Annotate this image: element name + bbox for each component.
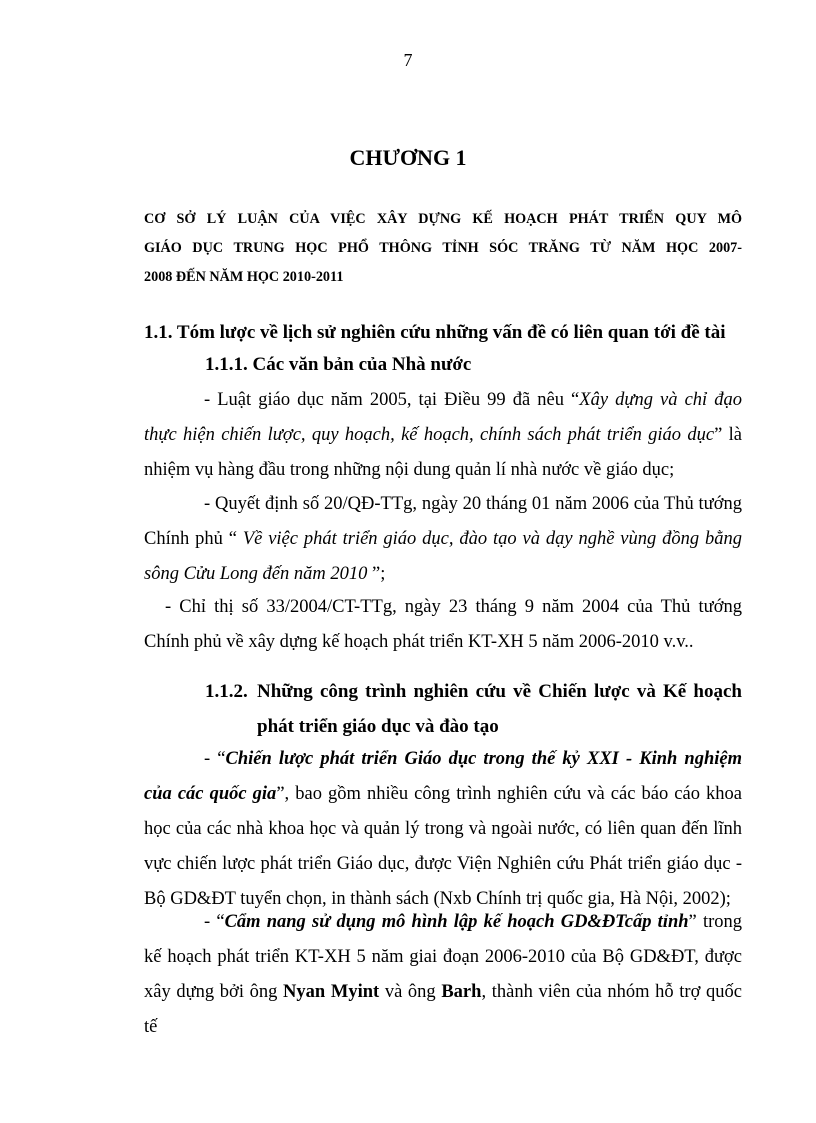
paragraph-book-title: Chiến lược phát triển Giáo dục trong thế kỷ XXI - Kinh nghiệm của các quốc gia <box>144 749 742 804</box>
paragraph-mid-2: và ông <box>379 982 442 1002</box>
paragraph-book-title: Cẩm nang sử dụng mô hình lập kế hoạch GD&ĐTcấp tỉnh <box>224 912 689 932</box>
paragraph-cam-nang <box>144 905 742 1045</box>
section-heading-line-1: Những công trình nghiên cứu về Chiến lược và Kế hoạch <box>257 681 742 702</box>
paragraph-tail: ” là nhiệm vụ hàng đầu trong những nội dung quản lí nhà nước về giáo dục; <box>144 425 743 480</box>
person-name-1: Nyan Myint <box>283 982 380 1002</box>
person-name-2: Barh <box>441 982 482 1002</box>
paragraph-lead: - Luật giáo dục năm 2005, tại Điều 99 đã nêu “ <box>204 390 580 410</box>
paragraph-chien-luoc <box>144 742 742 917</box>
section-heading-line-2: phát triển giáo dục và đào tạo <box>257 716 499 737</box>
paragraph-chi-thi: - Chỉ thị số 33/2004/CT-TTg, ngày 23 tháng 9 năm 2004 của Thủ tướng Chính phủ về xây dựng kế hoạch phát triển KT-XH 5 năm 2006-2010 v.v.. <box>144 597 742 652</box>
chapter-subtitle-line-1: CƠ SỞ LÝ LUẬN CỦA VIỆC XÂY DỰNG KẾ HOẠCH PHÁT TRIỂN QUY MÔ <box>144 211 742 227</box>
section-heading-1-1-2 <box>205 674 742 744</box>
paragraph-italic-quote: Về việc phát triển giáo dục, đào tạo và dạy nghề vùng đồng bằng sông Cửu Long đến năm 2010 <box>144 529 742 584</box>
chapter-subtitle-line-2: GIÁO DỤC TRUNG HỌC PHỔ THÔNG TỈNH SÓC TRĂNG TỪ NĂM HỌC 2007- <box>144 240 742 256</box>
paragraph-luat-giao-duc <box>144 383 742 488</box>
paragraph-mid: ” trong kế hoạch phát triển KT-XH 5 năm giai đoạn 2006-2010 của Bộ GD&ĐT, được xây dựng bởi ông <box>144 912 742 1002</box>
paragraph-tail: ”, bao gồm nhiều công trình nghiên cứu và các báo cáo khoa học của các nhà khoa học và quản lý trong và ngoài nước, có liên quan đến lĩnh vực chiến lược phát triển Giáo dục, được Viện Nghiên cứu Phát triển giáo dục - Bộ GD&ĐT tuyển chọn, in thành sách (Nxb Chính trị quốc gia, Hà Nội, 2002); <box>144 784 743 909</box>
chapter-subtitle <box>144 205 742 292</box>
paragraph-italic-quote: Xây dựng và chỉ đạo thực hiện chiến lược, quy hoạch, kế hoạch, chính sách phát triển giáo dục <box>144 390 742 445</box>
section-number: 1.1.2. <box>205 681 248 702</box>
page-number: 7 <box>403 50 413 70</box>
section-heading-1-1-1: 1.1.1. Các văn bản của Nhà nước <box>205 354 472 375</box>
chapter-title: CHƯƠNG 1 <box>349 145 467 170</box>
paragraph-lead: - “ <box>204 912 225 932</box>
paragraph-tail: , thành viên của nhóm hỗ trợ quốc tế <box>144 982 742 1037</box>
paragraph-lead: - “ <box>204 749 226 769</box>
paragraph-tail: ”; <box>367 564 386 584</box>
section-heading-1-1: 1.1. Tóm lược về lịch sử nghiên cứu những vấn đề có liên quan tới đề tài <box>144 322 726 343</box>
paragraph-lead: - Quyết định số 20/QĐ-TTg, ngày 20 tháng 01 năm 2006 của Thủ tướng Chính phủ “ <box>144 494 742 549</box>
chapter-subtitle-line-3: 2008 ĐẾN NĂM HỌC 2010-2011 <box>144 269 344 285</box>
paragraph-quyet-dinh <box>144 487 742 592</box>
